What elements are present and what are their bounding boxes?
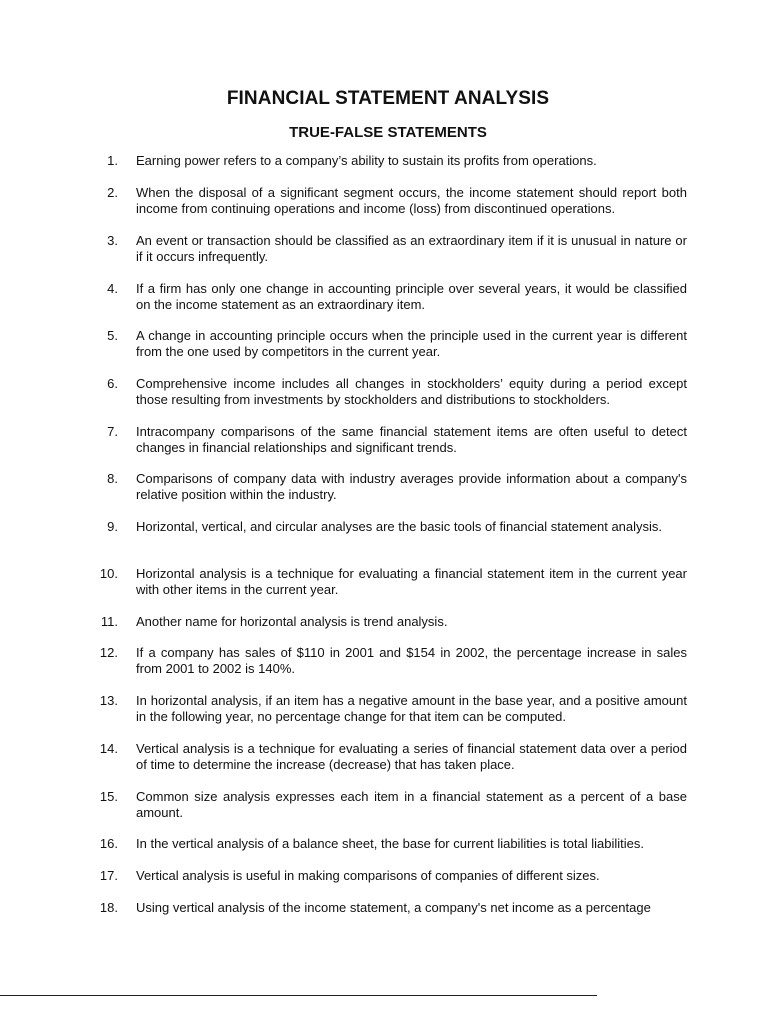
item-text: Vertical analysis is useful in making comparisons of companies of different sizes. — [136, 868, 600, 883]
item-text: In horizontal analysis, if an item has a negative amount in the base year, and a positive amount in the following year, no percentage change for that item can be computed. — [136, 693, 687, 724]
item-number: 13. — [99, 693, 118, 708]
item-number: 4. — [107, 281, 118, 296]
item-text: When the disposal of a significant segment occurs, the income statement should report both income from continuing operations and income (loss) from discontinued operations. — [136, 185, 687, 216]
item-text: A change in accounting principle occurs when the principle used in the current year is different from the one used by competitors in the current year. — [136, 328, 687, 359]
item-number: 5. — [107, 328, 118, 343]
item-number: 6. — [107, 376, 118, 391]
item-text: Using vertical analysis of the income statement, a company's net income as a percentage — [136, 900, 651, 915]
item-number: 14. — [99, 741, 118, 756]
item-number: 1. — [107, 153, 118, 168]
item-text: Horizontal analysis is a technique for evaluating a financial statement item in the current year with other items in the current year. — [136, 566, 687, 597]
item-text: Intracompany comparisons of the same financial statement items are often useful to detect changes in financial relationships and significant trends. — [136, 424, 687, 455]
item-text: Earning power refers to a company’s ability to sustain its profits from operations. — [136, 153, 597, 168]
item-number: 17. — [99, 868, 118, 883]
item-number: 16. — [99, 836, 118, 851]
item-number: 3. — [107, 233, 118, 248]
item-text: An event or transaction should be classified as an extraordinary item if it is unusual in nature or if it occurs infrequently. — [136, 233, 687, 264]
item-number: 7. — [107, 424, 118, 439]
item-text: Common size analysis expresses each item in a financial statement as a percent of a base amount. — [136, 789, 687, 820]
item-number: 11. — [100, 614, 118, 629]
item-number: 9. — [107, 519, 118, 534]
item-text: Comprehensive income includes all changes in stockholders’ equity during a period except those resulting from investments by stockholders and distributions to stockholders. — [136, 376, 687, 407]
item-text: Vertical analysis is a technique for evaluating a series of financial statement data over a period of time to determine the increase (decrease) that has taken place. — [136, 741, 687, 772]
item-text: If a firm has only one change in accounting principle over several years, it would be classified on the income statement as an extraordinary item. — [136, 281, 687, 312]
section-heading: TRUE-FALSE STATEMENTS — [289, 124, 487, 141]
item-number: 8. — [107, 471, 118, 486]
item-number: 18. — [99, 900, 118, 915]
item-text: Horizontal, vertical, and circular analyses are the basic tools of financial statement analysis. — [136, 519, 663, 534]
item-text: In the vertical analysis of a balance sheet, the base for current liabilities is total liabilities. — [136, 836, 644, 851]
item-number: 10. — [99, 566, 118, 581]
item-number: 12. — [99, 645, 118, 660]
item-text: If a company has sales of $110 in 2001 and $154 in 2002, the percentage increase in sales from 2001 to 2002 is 140%. — [136, 645, 687, 676]
footer-divider — [0, 995, 597, 996]
page-title: FINANCIAL STATEMENT ANALYSIS — [226, 88, 550, 109]
item-number: 15. — [99, 789, 118, 804]
item-text: Another name for horizontal analysis is trend analysis. — [136, 614, 448, 629]
item-text: Comparisons of company data with industry averages provide information about a company's relative position within the industry. — [136, 471, 687, 502]
item-number: 2. — [107, 185, 118, 200]
